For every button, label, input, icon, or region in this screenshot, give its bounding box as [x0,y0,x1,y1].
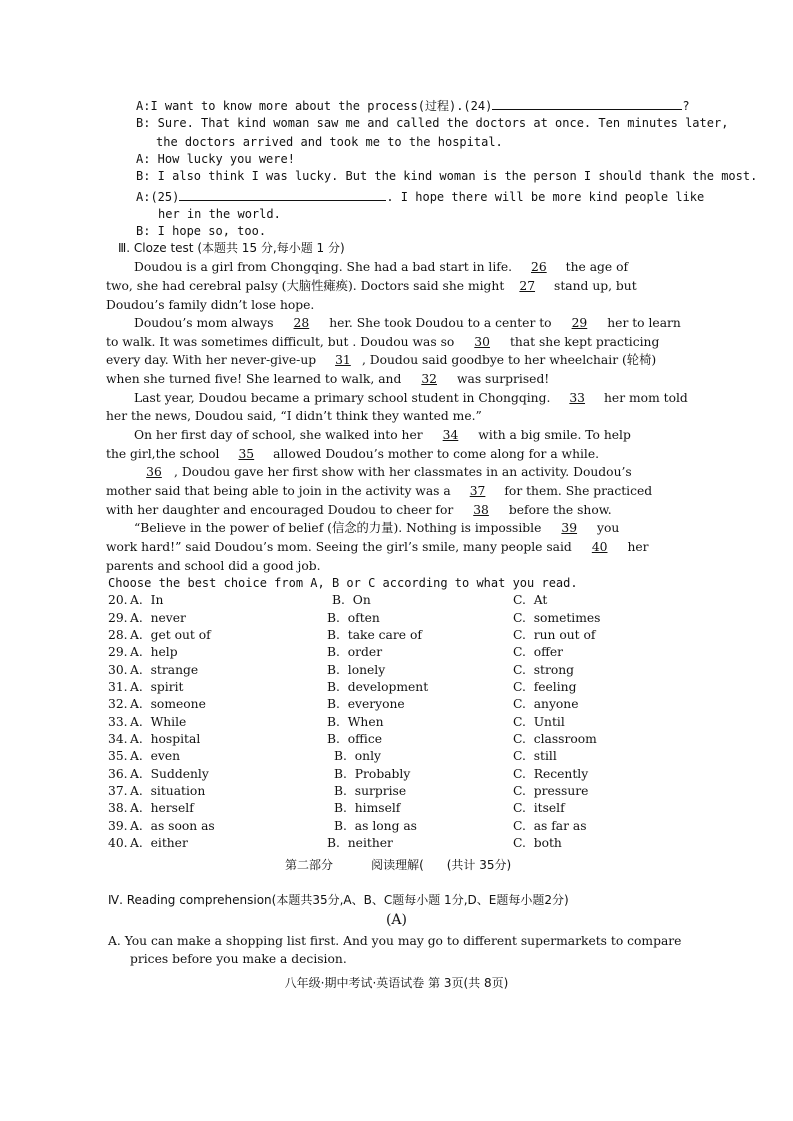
cloze-instruction: Choose the best choice from A, B or C according to what you read. [108,576,578,590]
dialogue-line: B: I hope so, too. [136,224,267,238]
option-a[interactable]: A. herself [130,801,194,815]
blank-26[interactable]: 26 [531,260,547,274]
option-b[interactable]: B. take care of [327,628,422,642]
option-c[interactable]: C. At [513,593,548,607]
option-b[interactable]: B. Probably [334,767,411,781]
option-number: 40. [108,836,128,850]
option-c[interactable]: C. run out of [513,628,596,642]
option-b[interactable]: B. order [327,645,383,659]
cloze-line: to walk. It was sometimes difficult, but . Doudou was so 30 that she kept practicing [106,335,660,349]
option-number: 30. [108,663,128,677]
option-c[interactable]: C. both [513,836,562,850]
option-b[interactable]: B. neither [327,836,393,850]
option-a[interactable]: A. even [130,749,181,763]
option-c[interactable]: C. itself [513,801,565,815]
cloze-line: the girl,the school 35 allowed Doudou’s mother to come along for a while. [106,447,600,461]
option-b[interactable]: B. lonely [327,663,386,677]
dialogue-line: B: I also think I was lucky. But the kind woman is the person I should thank the most. [136,169,758,183]
option-number: 32. [108,697,128,711]
option-number: 34. [108,732,128,746]
cloze-line: Doudou’s mom always 28 her. She took Doudou to a center to 29 her to learn [134,316,681,330]
blank-34[interactable]: 34 [442,428,459,442]
option-a[interactable]: A. never [130,611,186,625]
cloze-line: Doudou is a girl from Chongqing. She had a bad start in life. 26 the age of [134,260,629,274]
option-b[interactable]: B. everyone [327,697,405,711]
option-b[interactable]: B. only [334,749,381,763]
option-b[interactable]: B. development [327,680,429,694]
option-c[interactable]: C. pressure [513,784,589,798]
cloze-line: work hard!” said Doudou’s mom. Seeing the girl’s smile, many people said 40 her [106,540,649,554]
option-c[interactable]: C. sometimes [513,611,601,625]
cloze-heading: Ⅲ. Cloze test (本题共 15 分,每小题 1 分) [118,241,345,255]
blank-36[interactable]: 36 [146,465,162,479]
dialogue-line: A: How lucky you were! [136,152,295,166]
option-number: 39. [108,819,128,833]
cloze-line: when she turned five! She learned to walk, and 32 was surprised! [106,372,550,386]
option-b[interactable]: B. When [327,715,384,729]
option-b[interactable]: B. surprise [334,784,407,798]
option-a[interactable]: A. either [130,836,188,850]
option-c[interactable]: C. as far as [513,819,587,833]
item-a-line: A. You can make a shopping list first. And you may go to different supermarkets to compare [108,934,682,948]
blank-27[interactable]: 27 [519,279,536,293]
cloze-line: parents and school did a good job. [106,559,321,573]
dialogue-line: her in the world. [158,207,281,221]
cloze-line: with her daughter and encouraged Doudou to cheer for 38 before the show. [106,503,612,517]
dialogue-line: the doctors arrived and took me to the hospital. [156,135,503,149]
section-a-label: (A) [385,912,408,928]
answer-blank-24[interactable] [492,96,682,110]
option-c[interactable]: C. anyone [513,697,579,711]
blank-28[interactable]: 28 [293,316,310,330]
blank-39[interactable]: 39 [561,521,578,535]
answer-blank-25[interactable] [179,187,386,201]
option-c[interactable]: C. offer [513,645,563,659]
option-number: 35. [108,749,128,763]
option-a[interactable]: A. In [130,593,164,607]
blank-29[interactable]: 29 [571,316,588,330]
option-c[interactable]: C. Until [513,715,565,729]
cloze-line: mother said that being able to join in the activity was a 37 for them. She practiced [106,484,653,498]
blank-30[interactable]: 30 [474,335,490,349]
option-number: 31. [108,680,128,694]
option-number: 20. [108,593,128,607]
blank-38[interactable]: 38 [473,503,489,517]
blank-37[interactable]: 37 [469,484,486,498]
option-c[interactable]: C. Recently [513,767,589,781]
cloze-line: her the news, Doudou said, “I didn’t think they wanted me.” [106,409,482,423]
option-a[interactable]: A. someone [130,697,206,711]
option-number: 38. [108,801,128,815]
option-a[interactable]: A. Suddenly [130,767,209,781]
reading-heading: Ⅳ. Reading comprehension(本题共35分,A、B、C题每小题 1分,D、E题每小题2分) [108,893,569,907]
option-a[interactable]: A. get out of [130,628,211,642]
option-a[interactable]: A. spirit [130,680,184,694]
option-number: 36. [108,767,128,781]
page-footer: 八年级·期中考试·英语试卷 第 3页(共 8页) [284,976,509,990]
option-a[interactable]: A. help [130,645,178,659]
cloze-line: every day. With her never-give-up 31 , Doudou said goodbye to her wheelchair (轮椅) [106,353,657,367]
option-c[interactable]: C. still [513,749,557,763]
option-a[interactable]: A. hospital [130,732,201,746]
option-number: 33. [108,715,128,729]
cloze-line: Last year, Doudou became a primary school student in Chongqing. 33 her mom told [134,391,688,405]
option-a[interactable]: A. strange [130,663,199,677]
dialogue-line: B: Sure. That kind woman saw me and called the doctors at once. Ten minutes later, [136,116,729,130]
blank-32[interactable]: 32 [421,372,437,386]
option-a[interactable]: A. While [130,715,187,729]
option-number: 29. [108,645,128,659]
option-c[interactable]: C. feeling [513,680,577,694]
dialogue-line-25: A:(25) . I hope there will be more kind people like [136,187,704,205]
option-b[interactable]: B. office [327,732,382,746]
cloze-line: Doudou’s family didn’t lose hope. [106,298,315,312]
option-a[interactable]: A. as soon as [130,819,215,833]
cloze-line: “Believe in the power of belief (信念的力量). Nothing is impossible 39 you [134,521,620,535]
cloze-line: two, she had cerebral palsy (大脑性瘫痪). Doctors said she might 27 stand up, but [106,279,637,293]
option-c[interactable]: C. classroom [513,732,597,746]
option-b[interactable]: B. often [327,611,380,625]
option-number: 28. [108,628,128,642]
dialogue-line-24: A:I want to know more about the process(过程).(24) ? [136,96,690,114]
option-number: 37. [108,784,128,798]
blank-31[interactable]: 31 [335,353,351,367]
cloze-line: 36 , Doudou gave her first show with her classmates in an activity. Doudou’s [134,464,632,480]
blank-35[interactable]: 35 [238,447,255,461]
option-a[interactable]: A. situation [130,784,206,798]
option-b[interactable]: B. On [332,593,371,607]
option-b[interactable]: B. as long as [334,819,417,833]
part-two-title: 第二部分 阅读理解( (共计 35分) [285,858,512,872]
blank-33[interactable]: 33 [569,391,586,405]
blank-40[interactable]: 40 [591,540,608,554]
option-b[interactable]: B. himself [334,801,401,815]
option-c[interactable]: C. strong [513,663,575,677]
option-number: 29. [108,611,128,625]
item-a-line: prices before you make a decision. [130,952,347,966]
cloze-line: On her first day of school, she walked into her 34 with a big smile. To help [134,428,631,442]
